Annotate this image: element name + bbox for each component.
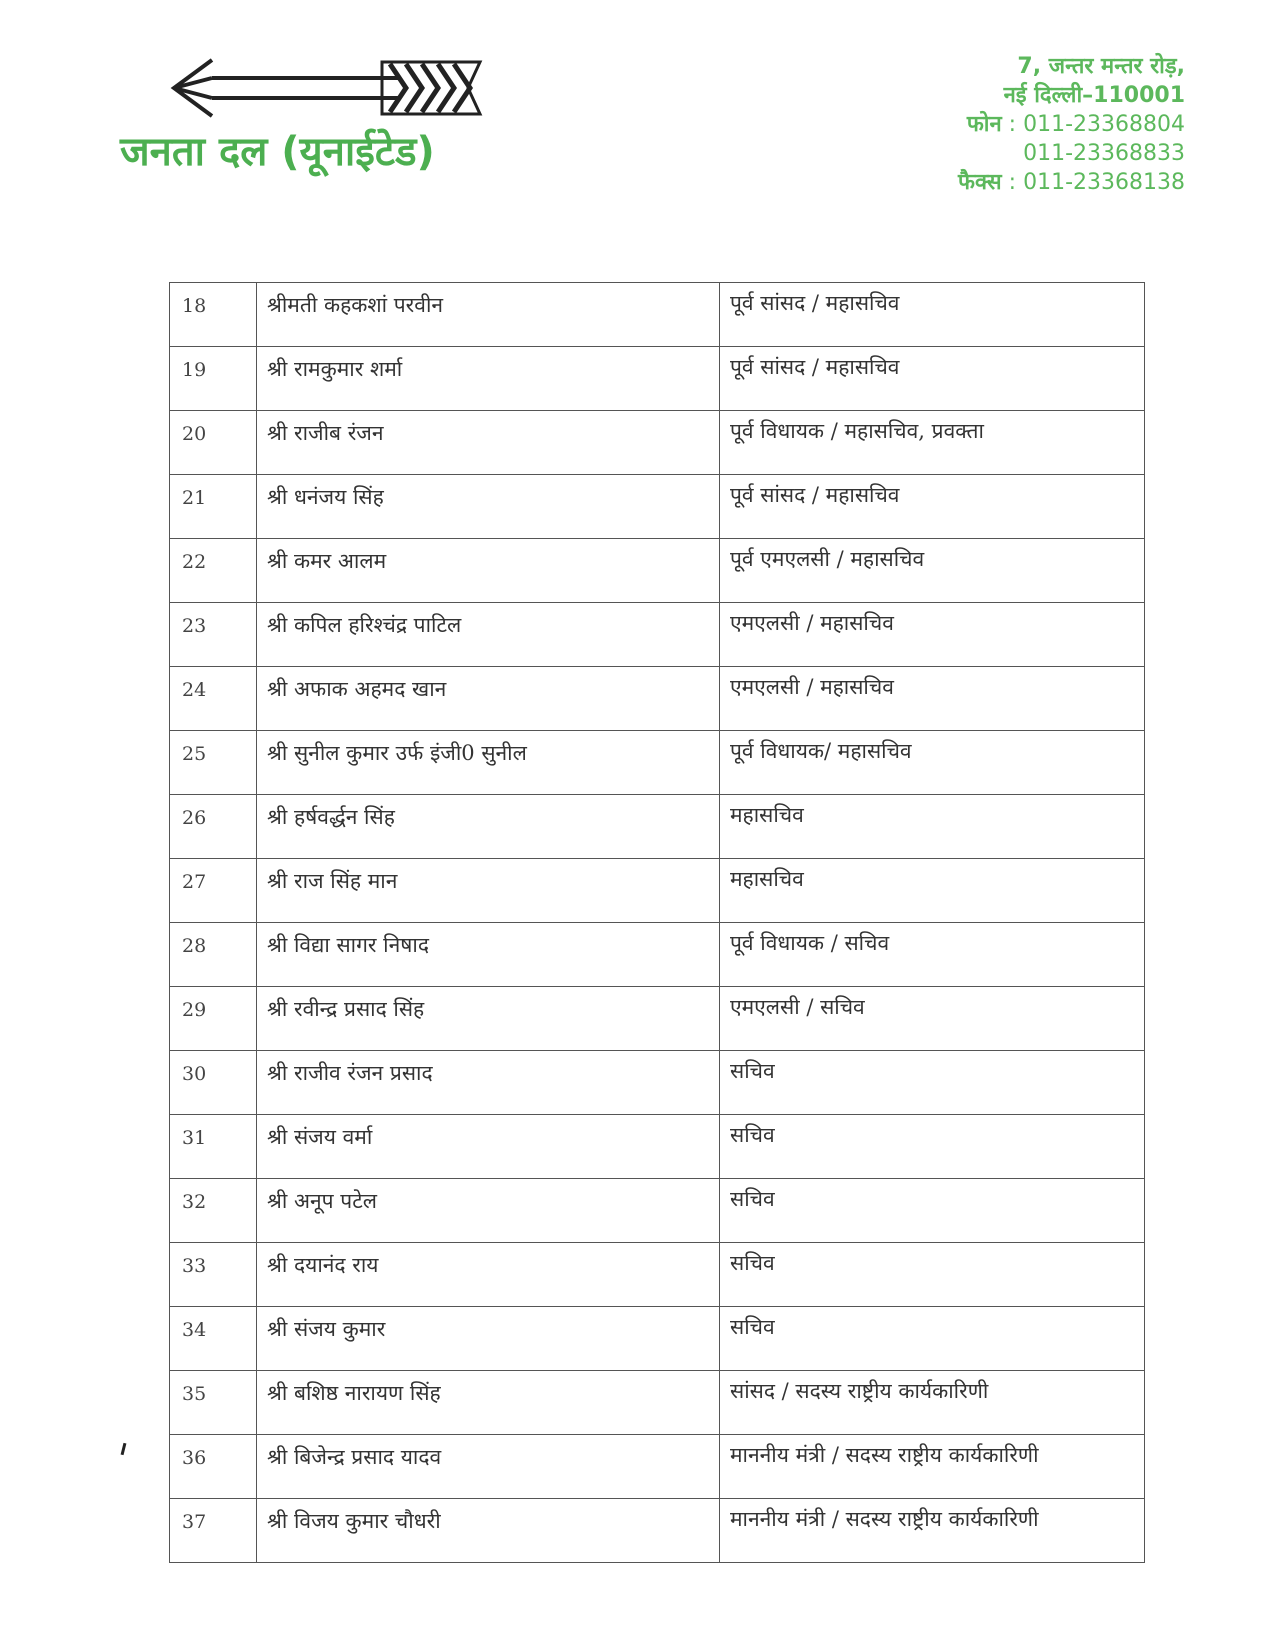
- serial-number-cell: 33: [170, 1243, 257, 1307]
- member-name-cell: श्री अनूप पटेल: [257, 1179, 720, 1243]
- table-row: [170, 795, 1145, 859]
- designation-cell: माननीय मंत्री / सदस्य राष्ट्रीय कार्यकारिणी: [720, 1499, 1145, 1563]
- member-name-cell: श्री रवीन्द्र प्रसाद सिंह: [257, 987, 720, 1051]
- serial-number-cell: 26: [170, 795, 257, 859]
- serial-number-cell: 34: [170, 1307, 257, 1371]
- serial-number-cell: 22: [170, 539, 257, 603]
- phone-label: फोन: [966, 112, 1002, 137]
- designation-cell: पूर्व विधायक / सचिव: [720, 923, 1145, 987]
- table-row: [170, 987, 1145, 1051]
- serial-number-cell: 30: [170, 1051, 257, 1115]
- member-name-cell: श्री कमर आलम: [257, 539, 720, 603]
- table-row: [170, 731, 1145, 795]
- member-name-cell: श्री संजय कुमार: [257, 1307, 720, 1371]
- party-name: जनता दल (यूनाईटेड): [120, 129, 435, 175]
- designation-cell: सचिव: [720, 1051, 1145, 1115]
- designation-cell: पूर्व सांसद / महासचिव: [720, 475, 1145, 539]
- serial-number-cell: 18: [170, 283, 257, 347]
- serial-number-cell: 21: [170, 475, 257, 539]
- phone-line-2: [958, 139, 1185, 168]
- designation-cell: माननीय मंत्री / सदस्य राष्ट्रीय कार्यकारिणी: [720, 1435, 1145, 1499]
- address-block: [958, 52, 1185, 197]
- member-name-cell: श्री विद्या सागर निषाद: [257, 923, 720, 987]
- fax-line: फैक्स : 011-23368138: [957, 170, 1185, 195]
- table-row: [170, 283, 1145, 347]
- member-name-cell: श्री राजीव रंजन प्रसाद: [257, 1051, 720, 1115]
- designation-cell: पूर्व सांसद / महासचिव: [720, 347, 1145, 411]
- fax-number: 011-23368138: [1023, 170, 1185, 195]
- phone-number-1: 011-23368804: [1023, 112, 1185, 137]
- member-name-cell: श्री बशिष्ठ नारायण सिंह: [257, 1371, 720, 1435]
- table-row: [170, 1179, 1145, 1243]
- serial-number-cell: 25: [170, 731, 257, 795]
- serial-number-cell: 23: [170, 603, 257, 667]
- table-row: [170, 923, 1145, 987]
- member-name-cell: श्री राजीब रंजन: [257, 411, 720, 475]
- table-body: [170, 283, 1145, 1563]
- member-name-cell: श्री दयानंद राय: [257, 1243, 720, 1307]
- table-row: [170, 1307, 1145, 1371]
- member-name-cell: श्री हर्षवर्द्धन सिंह: [257, 795, 720, 859]
- serial-number-cell: 24: [170, 667, 257, 731]
- table-row: [170, 1371, 1145, 1435]
- table-row: [170, 603, 1145, 667]
- table-row: [170, 1499, 1145, 1563]
- serial-number-cell: 29: [170, 987, 257, 1051]
- address-line-2: नई दिल्ली–110001: [1003, 83, 1185, 108]
- table-row: [170, 859, 1145, 923]
- designation-cell: पूर्व विधायक / महासचिव, प्रवक्ता: [720, 411, 1145, 475]
- serial-number-cell: 19: [170, 347, 257, 411]
- serial-number-cell: 28: [170, 923, 257, 987]
- table-row: [170, 667, 1145, 731]
- member-name-cell: श्री संजय वर्मा: [257, 1115, 720, 1179]
- designation-cell: पूर्व विधायक/ महासचिव: [720, 731, 1145, 795]
- designation-cell: महासचिव: [720, 795, 1145, 859]
- member-name-cell: श्रीमती कहकशां परवीन: [257, 283, 720, 347]
- serial-number-cell: 36: [170, 1435, 257, 1499]
- stray-ink-mark: [121, 1443, 127, 1455]
- serial-number-cell: 35: [170, 1371, 257, 1435]
- table-row: [170, 347, 1145, 411]
- designation-cell: एमएलसी / महासचिव: [720, 667, 1145, 731]
- designation-cell: सचिव: [720, 1115, 1145, 1179]
- member-name-cell: श्री बिजेन्द्र प्रसाद यादव: [257, 1435, 720, 1499]
- table-row: [170, 1243, 1145, 1307]
- table-row: [170, 1051, 1145, 1115]
- table-row: [170, 475, 1145, 539]
- serial-number-cell: 27: [170, 859, 257, 923]
- designation-cell: पूर्व एमएलसी / महासचिव: [720, 539, 1145, 603]
- member-name-cell: श्री रामकुमार शर्मा: [257, 347, 720, 411]
- designation-cell: सचिव: [720, 1179, 1145, 1243]
- table-row: [170, 1435, 1145, 1499]
- table-row: [170, 411, 1145, 475]
- serial-number-cell: 32: [170, 1179, 257, 1243]
- designation-cell: एमएलसी / महासचिव: [720, 603, 1145, 667]
- member-name-cell: श्री धनंजय सिंह: [257, 475, 720, 539]
- serial-number-cell: 20: [170, 411, 257, 475]
- address-line-1: 7, जन्तर मन्तर रोड़,: [1017, 54, 1185, 79]
- designation-cell: महासचिव: [720, 859, 1145, 923]
- member-name-cell: श्री सुनील कुमार उर्फ इंजी0 सुनील: [257, 731, 720, 795]
- designation-cell: पूर्व सांसद / महासचिव: [720, 283, 1145, 347]
- serial-number-cell: 37: [170, 1499, 257, 1563]
- serial-number-cell: 31: [170, 1115, 257, 1179]
- office-bearers-table: [169, 282, 1145, 1563]
- designation-cell: सचिव: [720, 1307, 1145, 1371]
- designation-cell: सचिव: [720, 1243, 1145, 1307]
- designation-cell: एमएलसी / सचिव: [720, 987, 1145, 1051]
- fax-label: फैक्स: [957, 170, 1002, 195]
- arrow-logo-icon: [168, 52, 488, 124]
- table-row: [170, 1115, 1145, 1179]
- phone-line-1: फोन : 011-23368804: [966, 112, 1185, 137]
- table-row: [170, 539, 1145, 603]
- member-name-cell: श्री अफाक अहमद खान: [257, 667, 720, 731]
- designation-cell: सांसद / सदस्य राष्ट्रीय कार्यकारिणी: [720, 1371, 1145, 1435]
- member-name-cell: श्री राज सिंह मान: [257, 859, 720, 923]
- member-name-cell: श्री कपिल हरिश्चंद्र पाटिल: [257, 603, 720, 667]
- member-name-cell: श्री विजय कुमार चौधरी: [257, 1499, 720, 1563]
- phone-number-2: 011-23368833: [1023, 141, 1185, 166]
